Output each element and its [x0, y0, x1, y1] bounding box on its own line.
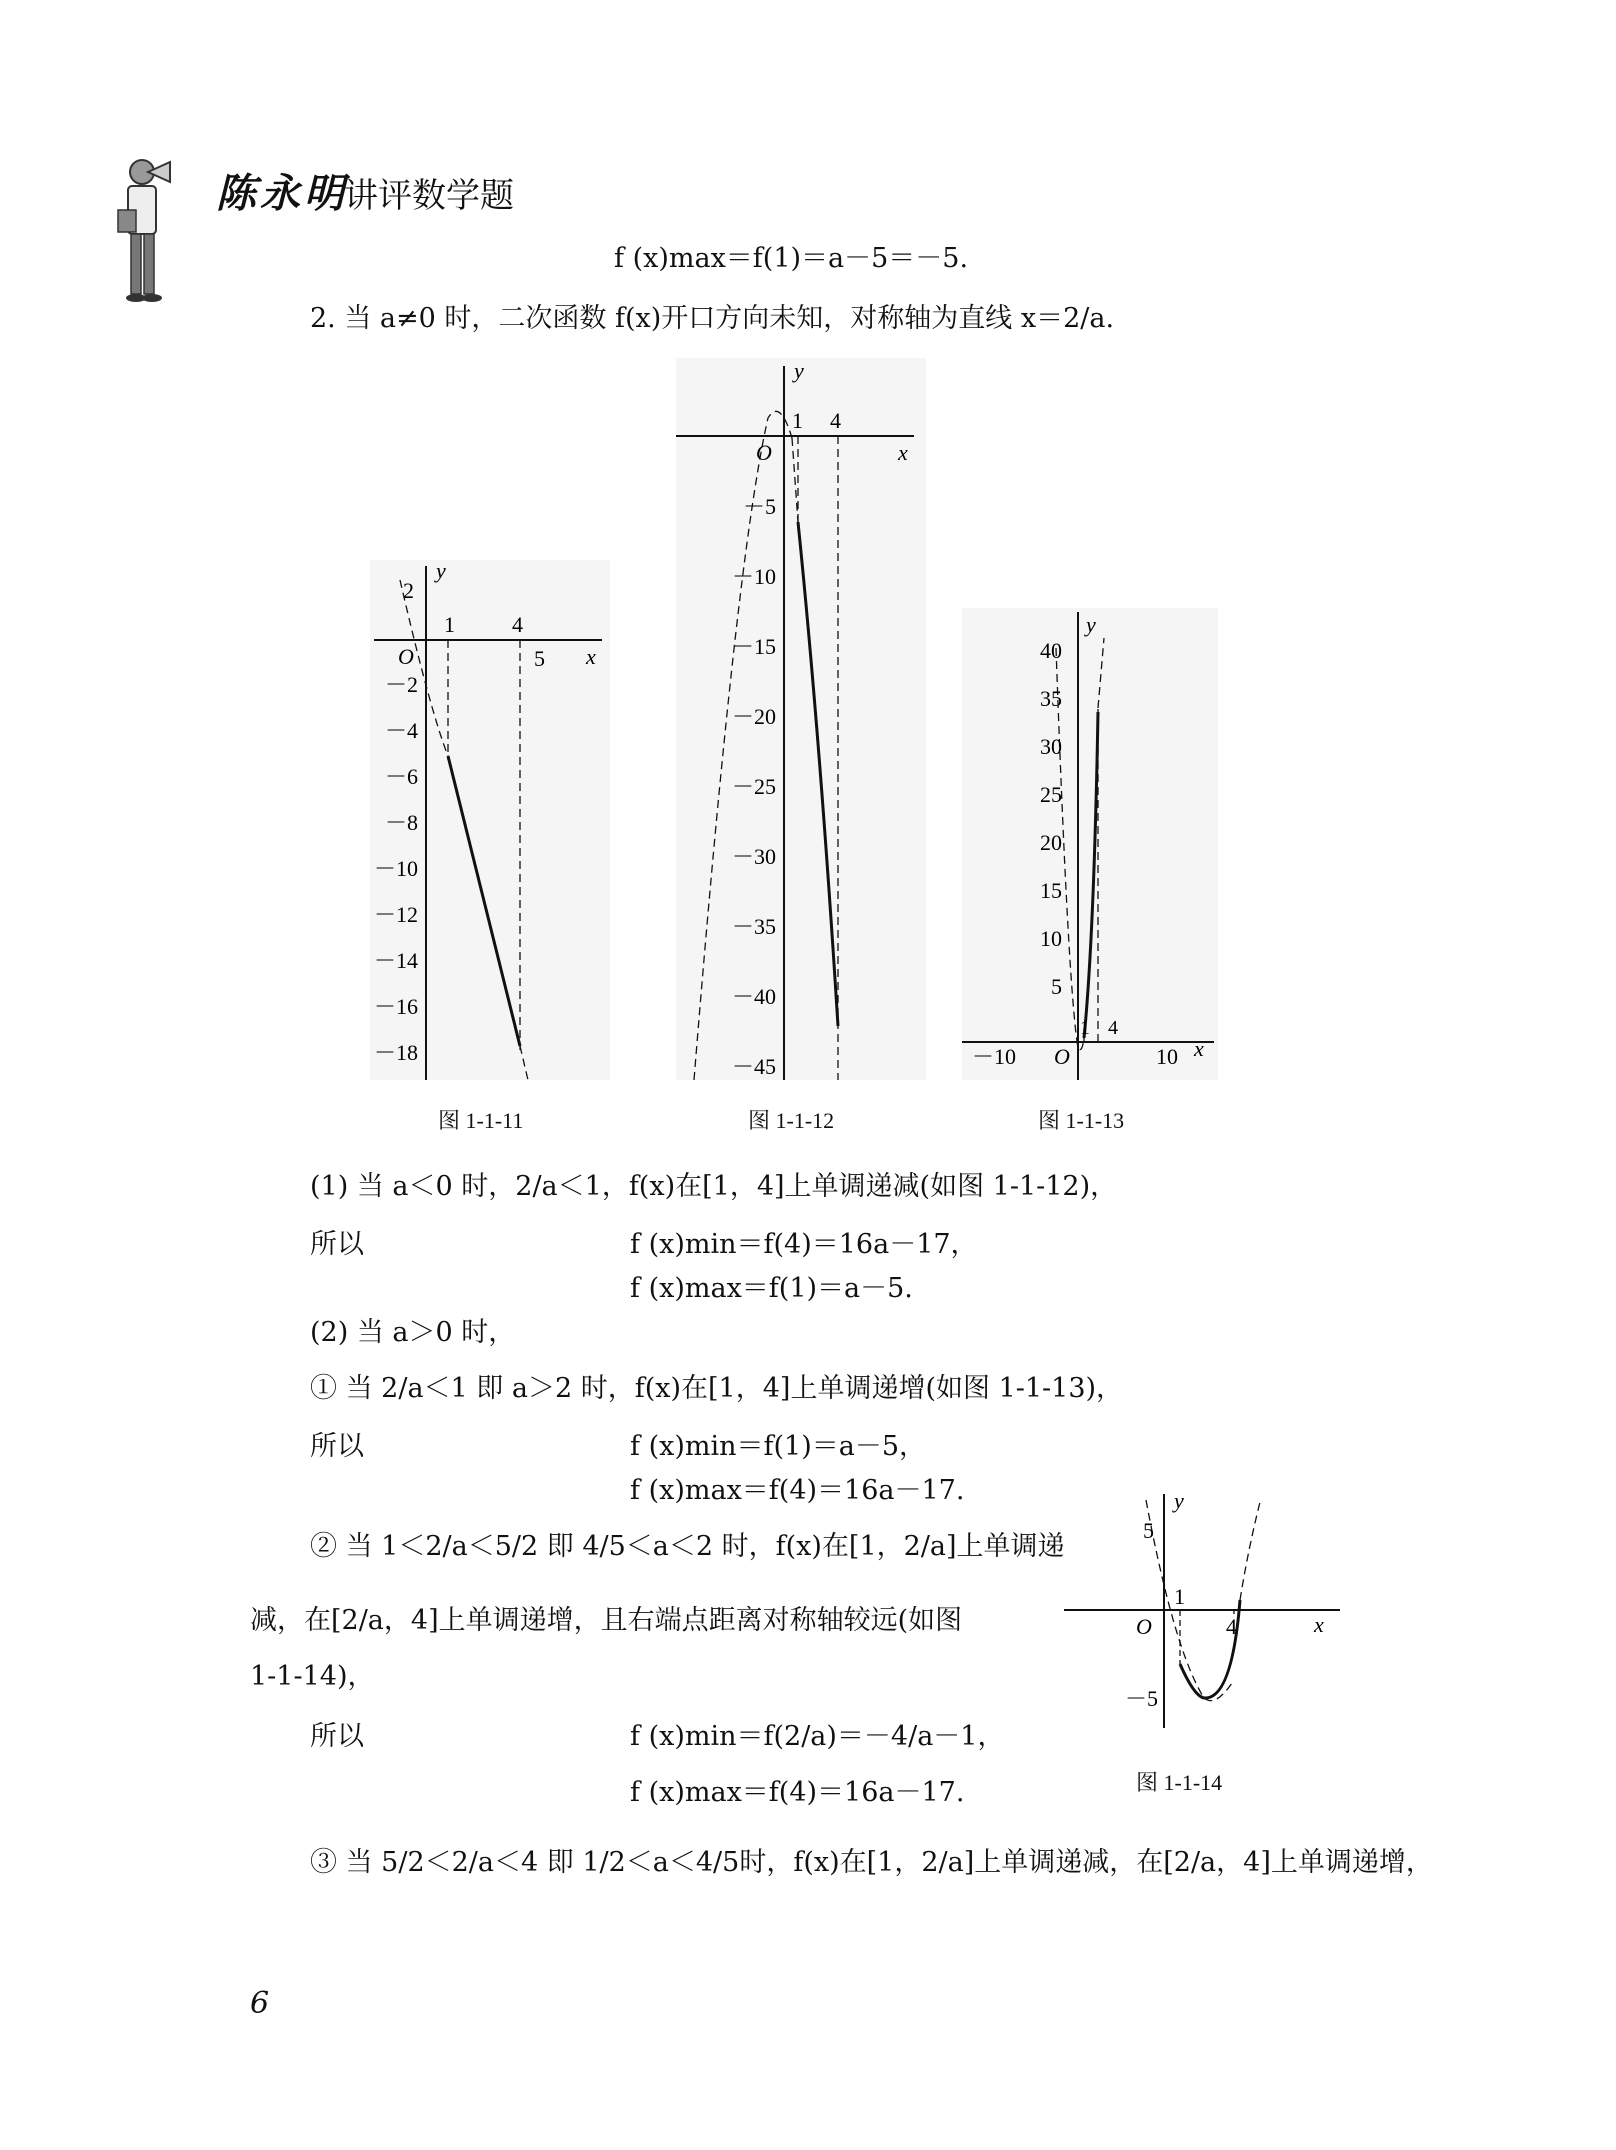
x-tick-5: 5: [534, 646, 545, 671]
line-fmin: f (x)min＝f(4)＝16a－17，: [630, 1229, 978, 1260]
y-tick: －45: [731, 1054, 776, 1079]
y-tick: 5: [1051, 974, 1062, 999]
line-subcase-2: ② 当 1＜2/a＜5/2 即 4/5＜a＜2 时，f(x)在[1，2/a]上单调递: [310, 1531, 1065, 1562]
caption-1-1-12: 图 1-1-12: [748, 1108, 835, 1133]
y-tick: －18: [373, 1040, 418, 1065]
axis-label-x: x: [1194, 1036, 1204, 1061]
x-tick: 1: [1080, 1017, 1090, 1039]
line-fmax-1: f (x)max＝f(1)＝a－5＝－5.: [614, 243, 969, 274]
y-tick: 30: [1040, 734, 1062, 759]
y-tick: 40: [1040, 638, 1062, 663]
axis-label-y: y: [1086, 612, 1096, 637]
teacher-megaphone-icon: [108, 152, 188, 312]
x-tick-1: 1: [444, 612, 455, 637]
header-illustration: [108, 152, 188, 312]
origin-label: O: [756, 440, 772, 465]
y-tick: －40: [731, 984, 776, 1009]
y-tick: 1: [1174, 1584, 1185, 1609]
header-title: 讲评数学题: [344, 176, 514, 216]
figure-1-1-11: [370, 560, 610, 1090]
line-subcase-2-ref: 1-1-14)，: [250, 1661, 375, 1692]
axis-label-x: x: [1314, 1612, 1324, 1637]
y-tick: 5: [1143, 1518, 1154, 1543]
y-tick: －6: [384, 764, 418, 789]
x-tick: 10: [1156, 1044, 1178, 1069]
page-number: 6: [250, 1986, 270, 2021]
y-tick: －16: [373, 994, 418, 1019]
y-tick: －35: [731, 914, 776, 939]
line-therefore: 所以: [310, 1229, 364, 1260]
y-tick: 10: [1040, 926, 1062, 951]
x-tick: －10: [972, 1044, 1017, 1069]
x-tick-4: 4: [512, 612, 523, 637]
y-tick: －10: [373, 856, 418, 881]
x-tick-1: 1: [792, 408, 803, 433]
axis-label-x: x: [898, 440, 908, 465]
line-therefore: 所以: [310, 1721, 364, 1752]
line-case-a-negative: (1) 当 a＜0 时，2/a＜1，f(x)在[1，4]上单调递减(如图 1-1-12)，: [310, 1171, 1118, 1202]
axis-label-y: y: [794, 358, 804, 383]
x-tick-4: 4: [830, 408, 841, 433]
y-tick: －5: [742, 494, 776, 519]
y-tick: －30: [731, 844, 776, 869]
figure-1-1-14: [1064, 1480, 1344, 1730]
figure-1-1-12: [676, 358, 926, 1088]
line-fmin: f (x)min＝f(1)＝a－5，: [630, 1431, 927, 1462]
origin-label: O: [398, 644, 414, 669]
x-tick: 4: [1108, 1017, 1118, 1039]
y-tick: －12: [373, 902, 418, 927]
header-author: 陈永明: [216, 170, 348, 217]
caption-1-1-14: 图 1-1-14: [1136, 1770, 1223, 1795]
caption-1-1-11: 图 1-1-11: [438, 1108, 524, 1133]
line-fmin: f (x)min＝f(2/a)＝－4/a－1，: [630, 1721, 1005, 1752]
y-tick: 20: [1040, 830, 1062, 855]
axis-label-y: y: [436, 560, 446, 583]
origin-label: O: [1136, 1614, 1152, 1639]
y-tick: －15: [731, 634, 776, 659]
axis-label-x: x: [586, 644, 596, 669]
line-subcase-3: ③ 当 5/2＜2/a＜4 即 1/2＜a＜4/5时，f(x)在[1，2/a]上单调递减，在[2/a，4]上单调递增，: [310, 1847, 1433, 1878]
axis-label-y: y: [1174, 1488, 1184, 1513]
y-tick: 2: [403, 578, 414, 603]
y-tick: －5: [1124, 1686, 1158, 1711]
caption-1-1-13: 图 1-1-13: [1038, 1108, 1125, 1133]
line-subcase-1: ① 当 2/a＜1 即 a＞2 时，f(x)在[1，4]上单调递增(如图 1-1-13)，: [310, 1373, 1124, 1404]
y-tick: －20: [731, 704, 776, 729]
figure-1-1-13: [962, 608, 1218, 1088]
y-tick: －8: [384, 810, 418, 835]
line-fmax: f (x)max＝f(4)＝16a－17.: [630, 1777, 965, 1808]
line-case-2: 2. 当 a≠0 时，二次函数 f(x)开口方向未知，对称轴为直线 x＝2/a.: [310, 303, 1115, 334]
y-tick: －14: [373, 948, 418, 973]
y-tick: －10: [731, 564, 776, 589]
line-subcase-2-cont: 减，在[2/a，4]上单调递增，且右端点距离对称轴较远(如图: [250, 1605, 963, 1636]
y-tick: －2: [384, 672, 418, 697]
line-therefore: 所以: [310, 1431, 364, 1462]
y-tick: －4: [384, 718, 418, 743]
y-tick: 25: [1040, 782, 1062, 807]
origin-label: O: [1054, 1044, 1070, 1069]
x-tick: 4: [1226, 1614, 1237, 1639]
y-tick: －25: [731, 774, 776, 799]
y-tick: 15: [1040, 878, 1062, 903]
y-tick: 35: [1040, 686, 1062, 711]
line-case-a-positive: (2) 当 a＞0 时，: [310, 1317, 516, 1348]
line-fmax: f (x)max＝f(1)＝a－5.: [630, 1273, 913, 1304]
line-fmax: f (x)max＝f(4)＝16a－17.: [630, 1475, 965, 1506]
